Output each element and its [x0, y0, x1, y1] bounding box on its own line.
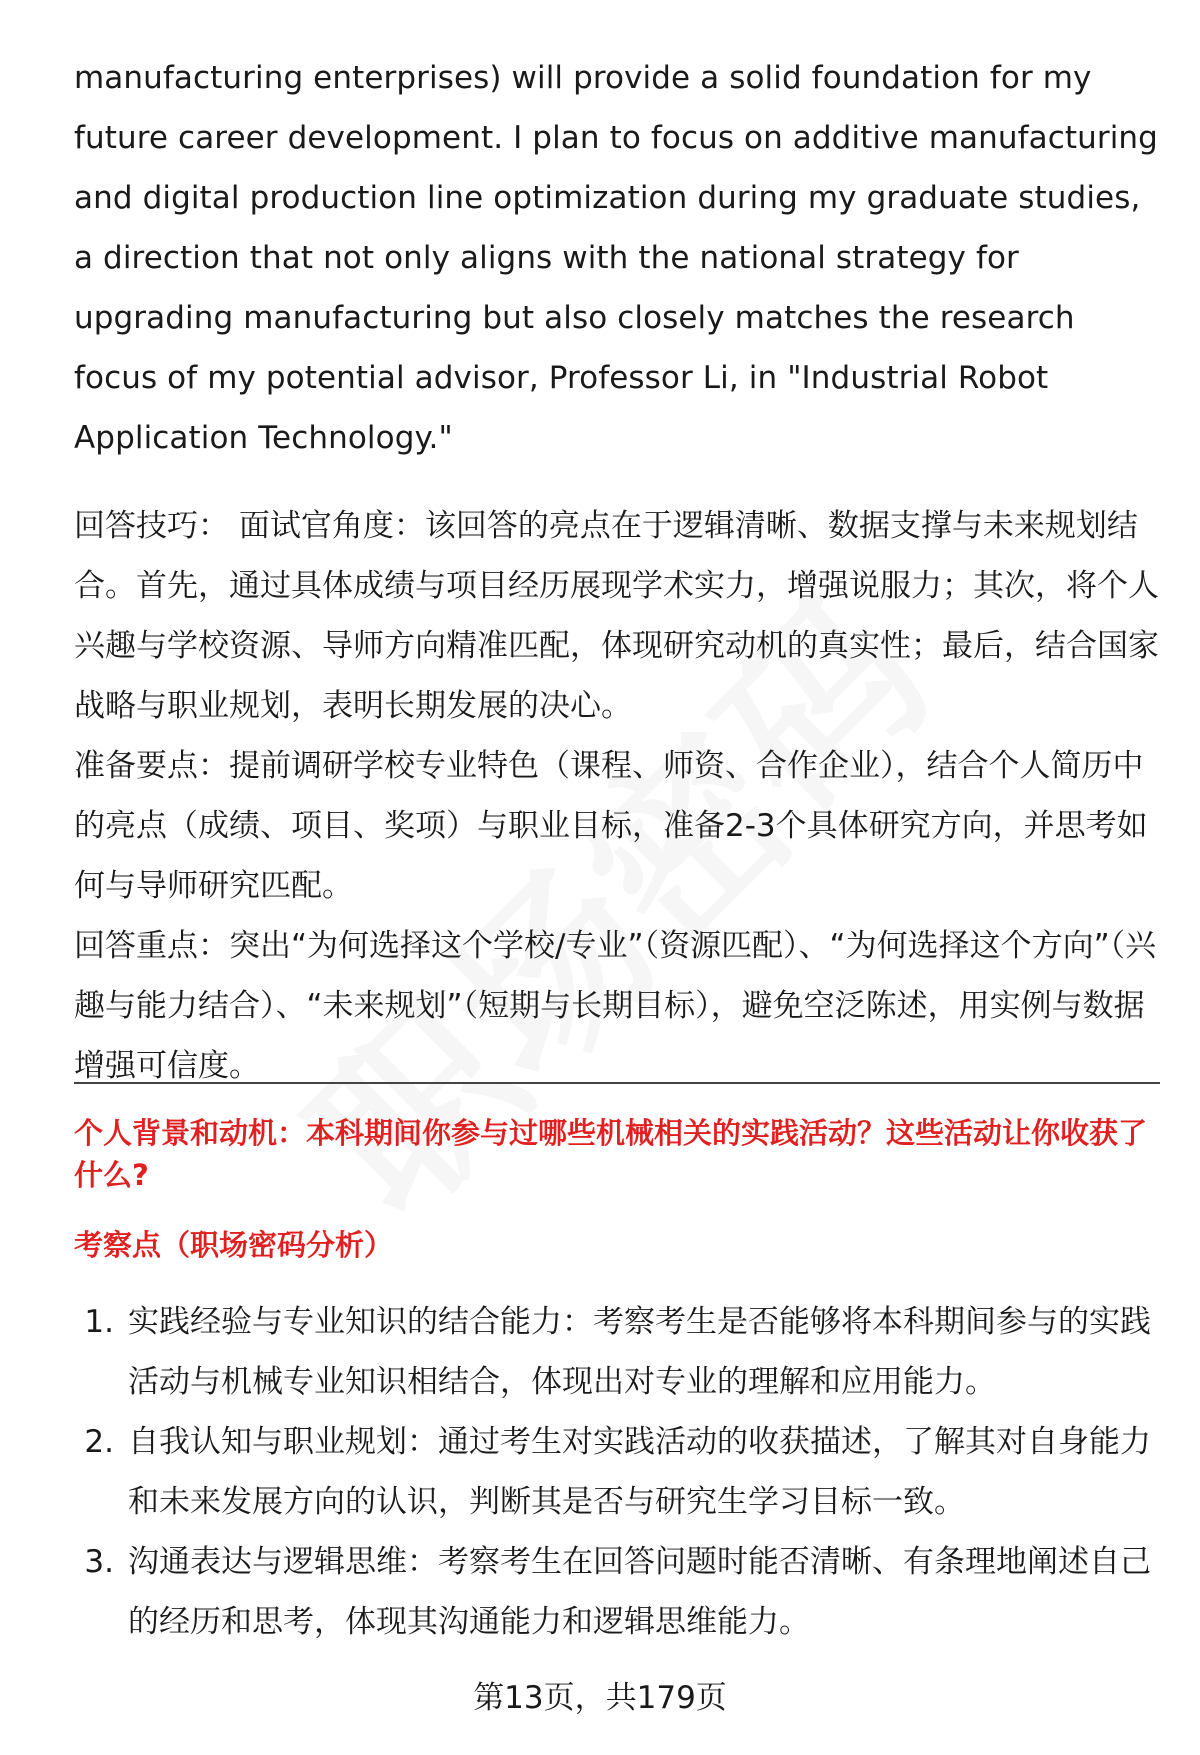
list-item [74, 1532, 1160, 1652]
list-item [74, 1412, 1160, 1532]
english-answer-paragraph: manufacturing enterprises) will provide a solid foundation for my future career development. I plan to focus on additive manufacturing and digital production line optimization during my graduate studies, a direction that not only aligns with the national strategy for upgrading manufacturing but also closely matches the research focus of my potential advisor, Professor Li, in "Industrial Robot Application Technology." [74, 60, 1158, 456]
list-item-number: 2. [84, 1424, 114, 1460]
page-body [74, 48, 1160, 1096]
answer-focus-paragraph: 回答重点：突出“为何选择这个学校/专业”（资源匹配）、“为何选择这个方向”（兴趣与能力结合）、“未来规划”（短期与长期目标），避免空泛陈述，用实例与数据增强可信度。 [74, 928, 1157, 1084]
page-number-footer: 第13页，共179页 [473, 1680, 727, 1716]
list-item-text: 自我认知与职业规划：通过考生对实践活动的收获描述，了解其对自身能力和未来发展方向的认识，判断其是否与研究生学习目标一致。 [128, 1424, 1151, 1520]
question-section [74, 1112, 1160, 1652]
analysis-list [74, 1292, 1160, 1652]
list-item-text: 沟通表达与逻辑思维：考察考生在回答问题时能否清晰、有条理地阐述自己的经历和思考，体现其沟通能力和逻辑思维能力。 [128, 1544, 1151, 1640]
question-heading: 个人背景和动机：本科期间你参与过哪些机械相关的实践活动？这些活动让你收获了什么? [74, 1116, 1148, 1192]
list-item-number: 1. [84, 1304, 114, 1340]
list-item [74, 1292, 1160, 1412]
prep-points-paragraph: 准备要点：提前调研学校专业特色（课程、师资、合作企业），结合个人简历中的亮点（成绩、项目、奖项）与职业目标，准备2-3个具体研究方向，并思考如何与导师研究匹配。 [74, 748, 1148, 904]
list-item-number: 3. [84, 1544, 114, 1580]
analysis-subheading: 考察点（职场密码分析） [74, 1228, 394, 1262]
list-item-text: 实践经验与专业知识的结合能力：考察考生是否能够将本科期间参与的实践活动与机械专业知识相结合，体现出对专业的理解和应用能力。 [128, 1304, 1151, 1400]
answer-skill-paragraph: 回答技巧： 面试官角度：该回答的亮点在于逻辑清晰、数据支撑与未来规划结合。首先，通过具体成绩与项目经历展现学术实力，增强说服力；其次，将个人兴趣与学校资源、导师方向精准匹配，体现研究动机的真实性；最后，结合国家战略与职业规划，表明长期发展的决心。 [74, 508, 1159, 724]
section-divider [74, 1082, 1160, 1084]
